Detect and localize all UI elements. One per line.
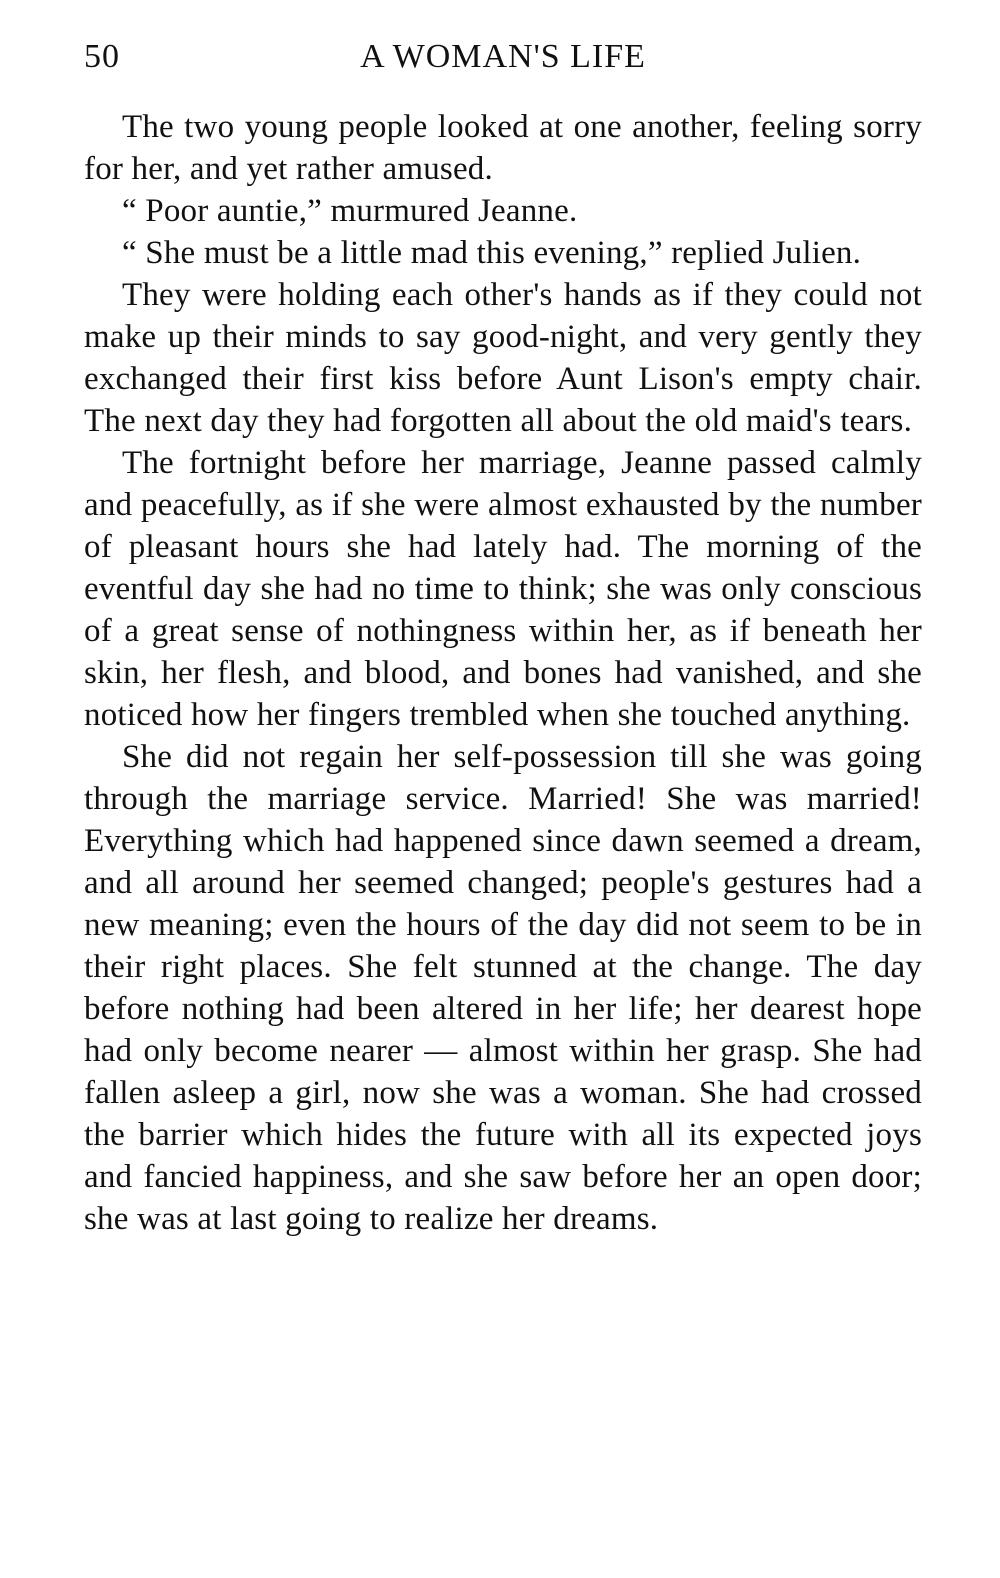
running-head bbox=[84, 38, 922, 88]
body-text bbox=[84, 106, 922, 1240]
paragraph-6: She did not regain her self-possession till she was going through the marriage service. Married! She was married! Everything which had happened since dawn seemed a dream, and all around her seemed changed; people's gestures had a new meaning; even the hours of the day did not seem to be in their right places. She felt stunned at the change. The day before nothing had been altered in her life; her dearest hope had only become nearer — almost within her grasp. She had fallen asleep a girl, now she was a woman. She had crossed the barrier which hides the future with all its expected joys and fancied happiness, and she saw before her an open door; she was at last going to realize her dreams. bbox=[84, 739, 922, 1237]
page-number: 50 bbox=[84, 38, 120, 75]
paragraph-5: The fortnight before her marriage, Jeanne passed calmly and peacefully, as if she were almost exhausted by the number of pleasant hours she had lately had. The morning of the eventful day she had no time to think; she was only conscious of a great sense of nothingness within her, as if beneath her skin, her flesh, and blood, and bones had vanished, and she noticed how her fingers trembled when she touched anything. bbox=[84, 445, 922, 733]
running-title: A WOMAN'S LIFE bbox=[360, 38, 646, 75]
paragraph-2: “ Poor auntie,” murmured Jeanne. bbox=[122, 193, 578, 229]
paragraph-1: The two young people looked at one another, feeling sorry for her, and yet rather amused. bbox=[84, 109, 922, 187]
paragraph-3: “ She must be a little mad this evening,” replied Julien. bbox=[122, 235, 862, 271]
paragraph-4: They were holding each other's hands as if they could not make up their minds to say good-night, and very gently they exchanged their first kiss before Aunt Lison's empty chair. The next day they had forgotten all about the old maid's tears. bbox=[84, 277, 922, 439]
